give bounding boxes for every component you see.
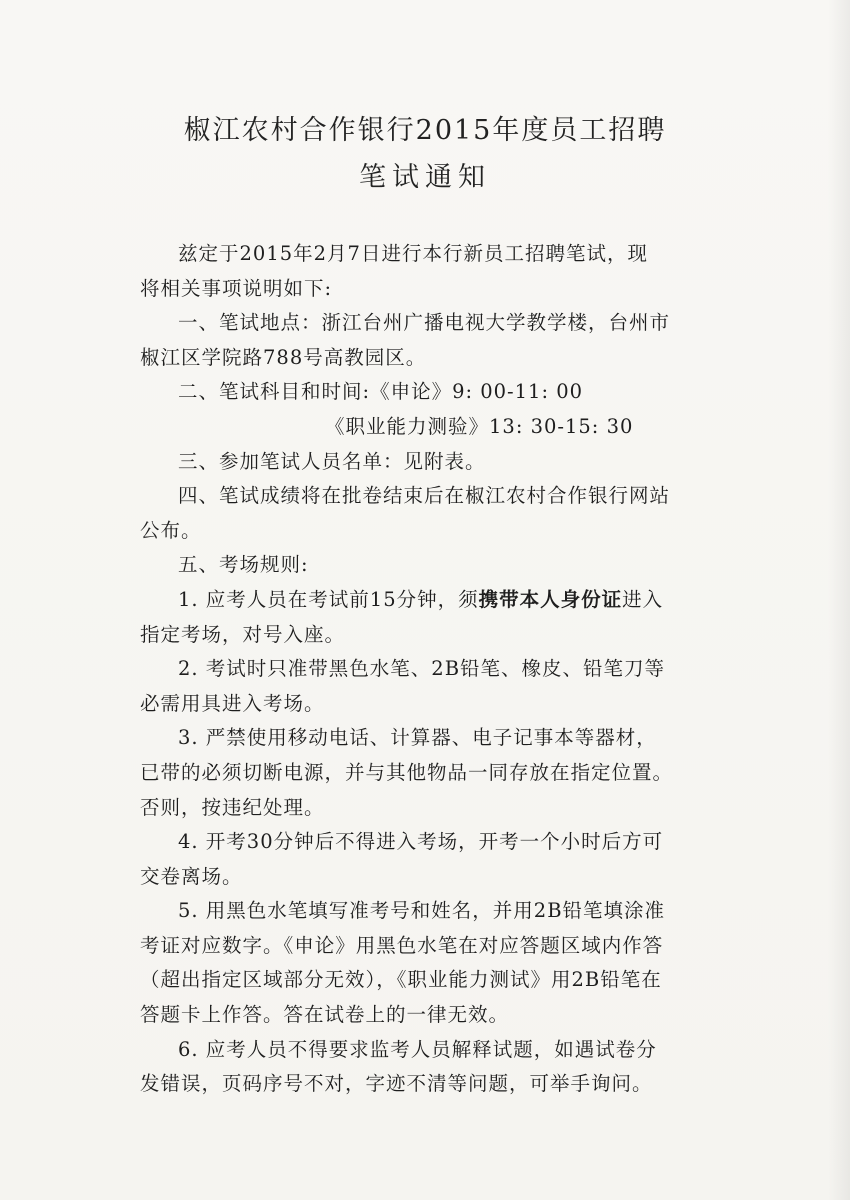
- rules-heading: 五、考场规则:: [178, 553, 309, 577]
- intro-line-1: 兹定于2015年2月7日进行本行新员工招聘笔试，现: [178, 242, 648, 265]
- rule-2-line-1: 2. 考试时只准带黑色水笔、2B铅笔、橡皮、铅笔刀等: [178, 657, 666, 681]
- rule-1-text-b: 进入: [622, 587, 664, 611]
- intro-line-2: 将相关事项说明如下:: [140, 276, 333, 300]
- rule-6-line-2: 发错误，页码序号不对，字迹不清等问题，可举手询问。: [140, 1072, 653, 1096]
- rule-3-line-3: 否则，按违纪处理。: [140, 795, 325, 819]
- rule-5-line-3: （超出指定区域部分无效），《职业能力测试》用2B铅笔在: [140, 968, 662, 992]
- rule-4-line-2: 交卷离场。: [140, 864, 243, 888]
- results-line-1: 四、笔试成绩将在批卷结束后在椒江农村合作银行网站: [178, 484, 671, 508]
- rule-5-line-1: 5. 用黑色水笔填写准考号和姓名，并用2B铅笔填涂准: [178, 899, 666, 923]
- document-subtitle: 笔试通知: [359, 162, 491, 193]
- document-body: [140, 237, 740, 1102]
- rule-1-text-a: 1. 应考人员在考试前15分钟，须: [178, 587, 479, 611]
- rule-1-line-2: 指定考场，对号入座。: [140, 622, 346, 646]
- rule-2-line-2: 必需用具进入考场。: [140, 691, 325, 715]
- location-line-2: 椒江区学院路788号高教园区。: [140, 345, 427, 369]
- schedule-line-1: 二、笔试科目和时间:《申论》9: 00-11: 00: [178, 380, 584, 404]
- schedule-line-2: 《职业能力测验》13: 30-15: 30: [325, 414, 634, 438]
- rule-5-line-4: 答题卡上作答。答在试卷上的一律无效。: [140, 1003, 510, 1027]
- location-line-1: 一、笔试地点：浙江台州广播电视大学教学楼，台州市: [178, 311, 671, 335]
- document-title: 椒江农村合作银行2015年度员工招聘: [183, 115, 667, 146]
- rule-3-line-2: 已带的必须切断电源，并与其他物品一同存放在指定位置。: [140, 760, 674, 784]
- rule-1-line-1: [140, 583, 740, 618]
- results-line-2: 公布。: [140, 518, 202, 542]
- candidate-list-line: 三、参加笔试人员名单：见附表。: [178, 449, 486, 473]
- rule-6-line-1: 6. 应考人员不得要求监考人员解释试题，如遇试卷分: [178, 1037, 657, 1061]
- rule-5-line-2: 考证对应数字。《申论》用黑色水笔在对应答题区域内作答: [140, 933, 664, 957]
- rule-4-line-1: 4. 开考30分钟后不得进入考场，开考一个小时后方可: [178, 830, 664, 854]
- rule-3-line-1: 3. 严禁使用移动电话、计算器、电子记事本等器材，: [178, 726, 657, 750]
- rule-1-emphasis: 携带本人身份证: [478, 587, 623, 611]
